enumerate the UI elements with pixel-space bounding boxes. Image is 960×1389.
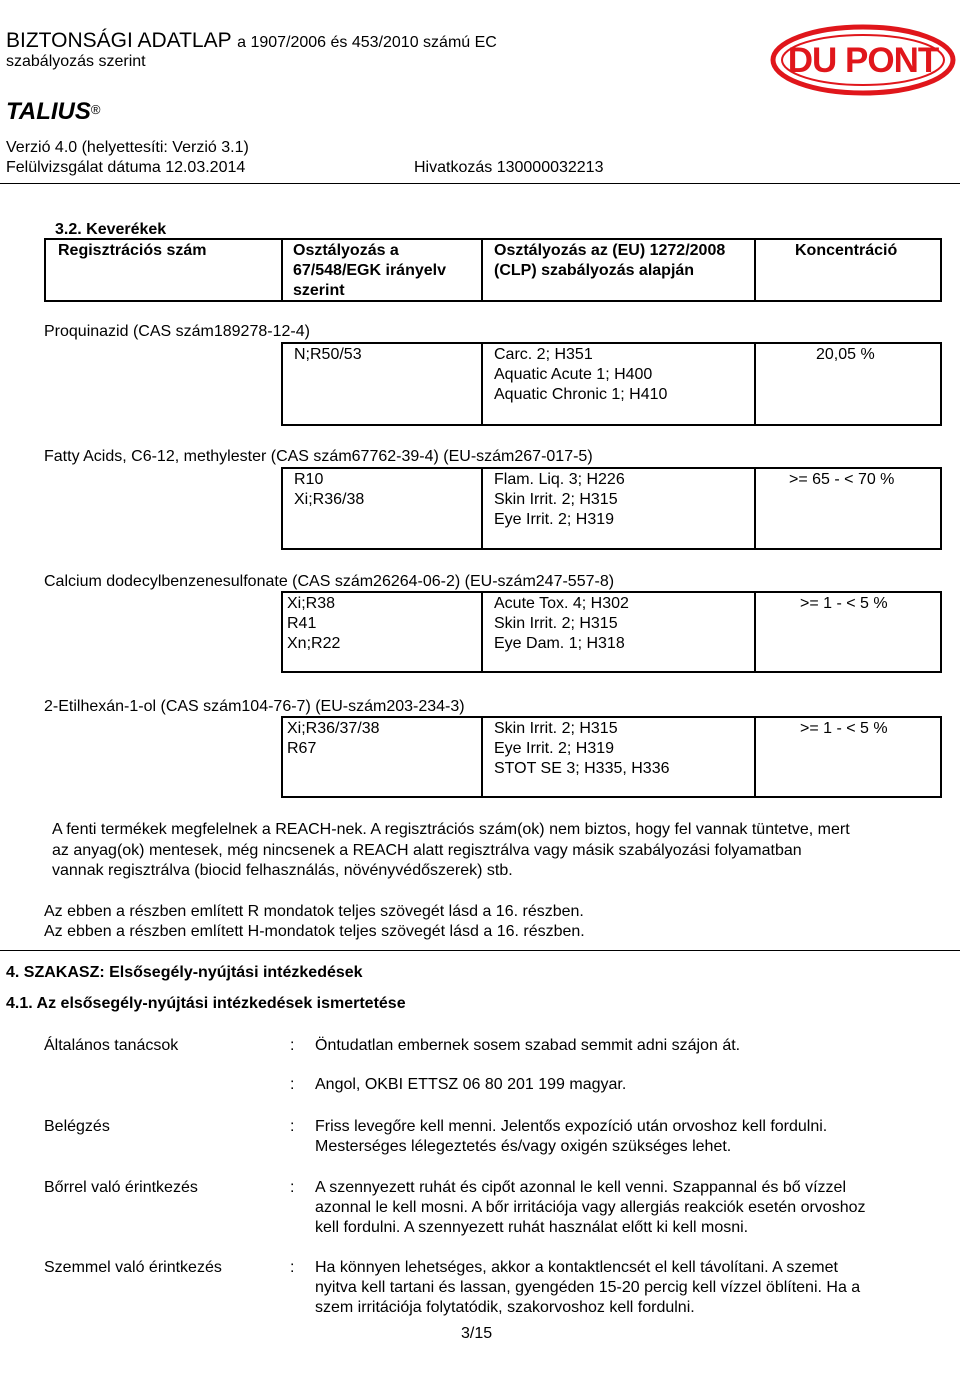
classification-line: Eye Irrit. 2; H319 [494,511,615,528]
substance-clp-classification [494,719,670,779]
first-aid-text-line: Mesterséges lélegeztetés és/vagy oxigén szükséges lehet. [315,1138,732,1155]
classification-line: Aquatic Acute 1; H400 [494,366,653,383]
first-aid-text-line: Angol, OKBI ETTSZ 06 80 201 199 magyar. [315,1076,627,1093]
substance-concentration: >= 65 - < 70 % [789,471,895,488]
page-number: 3/15 [461,1325,493,1342]
first-aid-label: Bőrrel való érintkezés [44,1179,198,1196]
column-header-registration [58,241,207,261]
column-header-dsd-line: szerint [293,282,345,299]
classification-line: Xi;R38 [287,595,336,612]
first-aid-text-line: A szennyezett ruhát és cipőt azonnal le kell venni. Szappannal és bő vízzel [315,1179,846,1196]
first-aid-text [315,1258,860,1318]
classification-line: Eye Dam. 1; H318 [494,635,625,652]
reach-note-line: A fenti termékek megfelelnek a REACH-nek. A regisztrációs szám(ok) nem biztos, hogy fel vannak tüntetve, mert [52,821,850,838]
column-header-dsd [293,241,446,301]
classification-line: Carc. 2; H351 [494,346,593,363]
row-divider [481,467,483,550]
substance-name: Calcium dodecylbenzenesulfonate (CAS szám26264-06-2) (EU-szám247-557-8) [44,573,615,590]
product-name [6,98,100,126]
header-divider-1 [281,238,283,302]
classification-line: Xi;R36/37/38 [287,720,380,737]
column-header-clp [494,241,725,281]
first-aid-text-line: kell fordulni. A szennyezett ruhát használat előtt ki kell mosni. [315,1219,749,1236]
classification-line: R41 [287,615,317,632]
classification-line: Aquatic Chronic 1; H410 [494,386,668,403]
substance-name: 2-Etilhexán-1-ol (CAS szám104-76-7) (EU-szám203-234-3) [44,698,465,715]
first-aid-text-line: szem irritációja folytatódik, szakorvoshoz kell fordulni. [315,1299,695,1316]
classification-line: Eye Irrit. 2; H319 [494,740,615,757]
first-aid-separator: : [290,1118,295,1135]
classification-line: R67 [287,740,317,757]
row-divider [754,467,756,550]
dupont-logo-text: DU PONT [787,41,939,80]
column-header-concentration-line: Koncentráció [795,242,898,259]
first-aid-separator: : [290,1259,295,1276]
column-header-clp-line: (CLP) szabályozás alapján [494,262,695,279]
substance-dsd-classification [294,345,362,365]
first-aid-separator: : [290,1076,295,1093]
classification-line: Skin Irrit. 2; H315 [494,491,618,508]
document-title-regulation: a 1907/2006 és 453/2010 számú EC [237,34,497,51]
row-divider [754,716,756,798]
reach-note-line: vannak regisztrálva (biocid felhasználás, növényvédőszerek) stb. [52,862,513,879]
row-divider [754,342,756,426]
substance-clp-classification [494,345,667,405]
substance-clp-classification [494,594,629,654]
first-aid-text [315,1075,626,1095]
classification-line: Xi;R36/38 [294,491,365,508]
substance-name: Proquinazid (CAS szám189278-12-4) [44,323,310,340]
first-aid-separator: : [290,1037,295,1054]
product-name-text: TALIUS [6,98,91,125]
classification-line: Flam. Liq. 3; H226 [494,471,625,488]
classification-line: Acute Tox. 4; H302 [494,595,629,612]
h-statements-note: Az ebben a részben említett H-mondatok teljes szövegét lásd a 16. részben. [44,923,585,940]
classification-line: Xn;R22 [287,635,341,652]
column-header-clp-line: Osztályozás az (EU) 1272/2008 [494,242,726,259]
first-aid-text-line: nyitva kell tartani és lassan, gyengéden 15-20 percig kell vízzel öblíteni. Ha a [315,1279,861,1296]
document-title-regulation-line2: szabályozás szerint [6,53,146,70]
column-header-dsd-line: 67/548/EGK irányelv [293,262,446,279]
substance-name: Fatty Acids, C6-12, methylester (CAS szám67762-39-4) (EU-szám267-017-5) [44,448,593,465]
review-date: Felülvizsgálat dátuma 12.03.2014 [6,159,246,176]
section-divider [0,950,960,951]
document-title-main: BIZTONSÁGI ADATLAP [6,29,232,52]
classification-line: N;R50/53 [294,346,362,363]
version-info: Verzió 4.0 (helyettesíti: Verzió 3.1) [6,139,249,156]
column-header-concentration [795,241,897,261]
subsection-heading-4-1: 4.1. Az elsősegély-nyújtási intézkedések ismertetése [6,995,406,1012]
section-heading-3-2: 3.2. Keverékek [55,221,167,238]
first-aid-text [315,1036,740,1056]
row-divider [481,342,483,426]
first-aid-label: Szemmel való érintkezés [44,1259,222,1276]
reference-number: Hivatkozás 130000032213 [414,159,604,176]
column-header-registration-line: Regisztrációs szám [58,242,207,259]
registered-mark: ® [90,102,101,117]
first-aid-separator: : [290,1179,295,1196]
substance-concentration: >= 1 - < 5 % [800,595,888,612]
substance-dsd-classification [287,719,380,759]
reach-note-line: az anyag(ok) mentesek, még nincsenek a REACH alatt regisztrálva vagy másik szabályozási folyamatban [52,841,802,859]
substance-concentration: 20,05 % [816,346,875,363]
substance-concentration: >= 1 - < 5 % [800,720,888,737]
first-aid-text-line: Öntudatlan embernek sosem szabad semmit adni szájon át. [315,1037,741,1054]
first-aid-text-line: azonnal le kell mosni. A bőr irritációja vagy allergiás reakciók esetén orvoshoz [315,1199,866,1216]
first-aid-text-line: Friss levegőre kell menni. Jelentős expozíció után orvoshoz kell fordulni. [315,1118,828,1135]
first-aid-text [315,1178,866,1238]
classification-line: Skin Irrit. 2; H315 [494,615,618,632]
first-aid-text [315,1117,827,1157]
classification-line: R10 [294,471,324,488]
row-divider [481,591,483,673]
first-aid-label: Általános tanácsok [44,1037,179,1054]
dupont-logo [770,24,956,96]
row-divider [754,591,756,673]
classification-line: STOT SE 3; H335, H336 [494,760,670,777]
header-divider-2 [481,238,483,302]
first-aid-label: Belégzés [44,1118,110,1135]
section-heading-4: 4. SZAKASZ: Elsősegély-nyújtási intézkedések [6,964,363,981]
reach-note [52,820,942,882]
substance-dsd-classification [287,594,340,654]
header-divider-3 [754,238,756,302]
first-aid-text-line: Ha könnyen lehetséges, akkor a kontaktlencsét el kell távolítani. A szemet [315,1259,838,1276]
header-divider [0,183,960,184]
substance-clp-classification [494,470,625,530]
r-phrases-note: Az ebben a részben említett R mondatok teljes szövegét lásd a 16. részben. [44,903,584,920]
row-divider [481,716,483,798]
classification-line: Skin Irrit. 2; H315 [494,720,618,737]
column-header-dsd-line: Osztályozás a [293,242,399,259]
substance-dsd-classification [294,470,364,510]
